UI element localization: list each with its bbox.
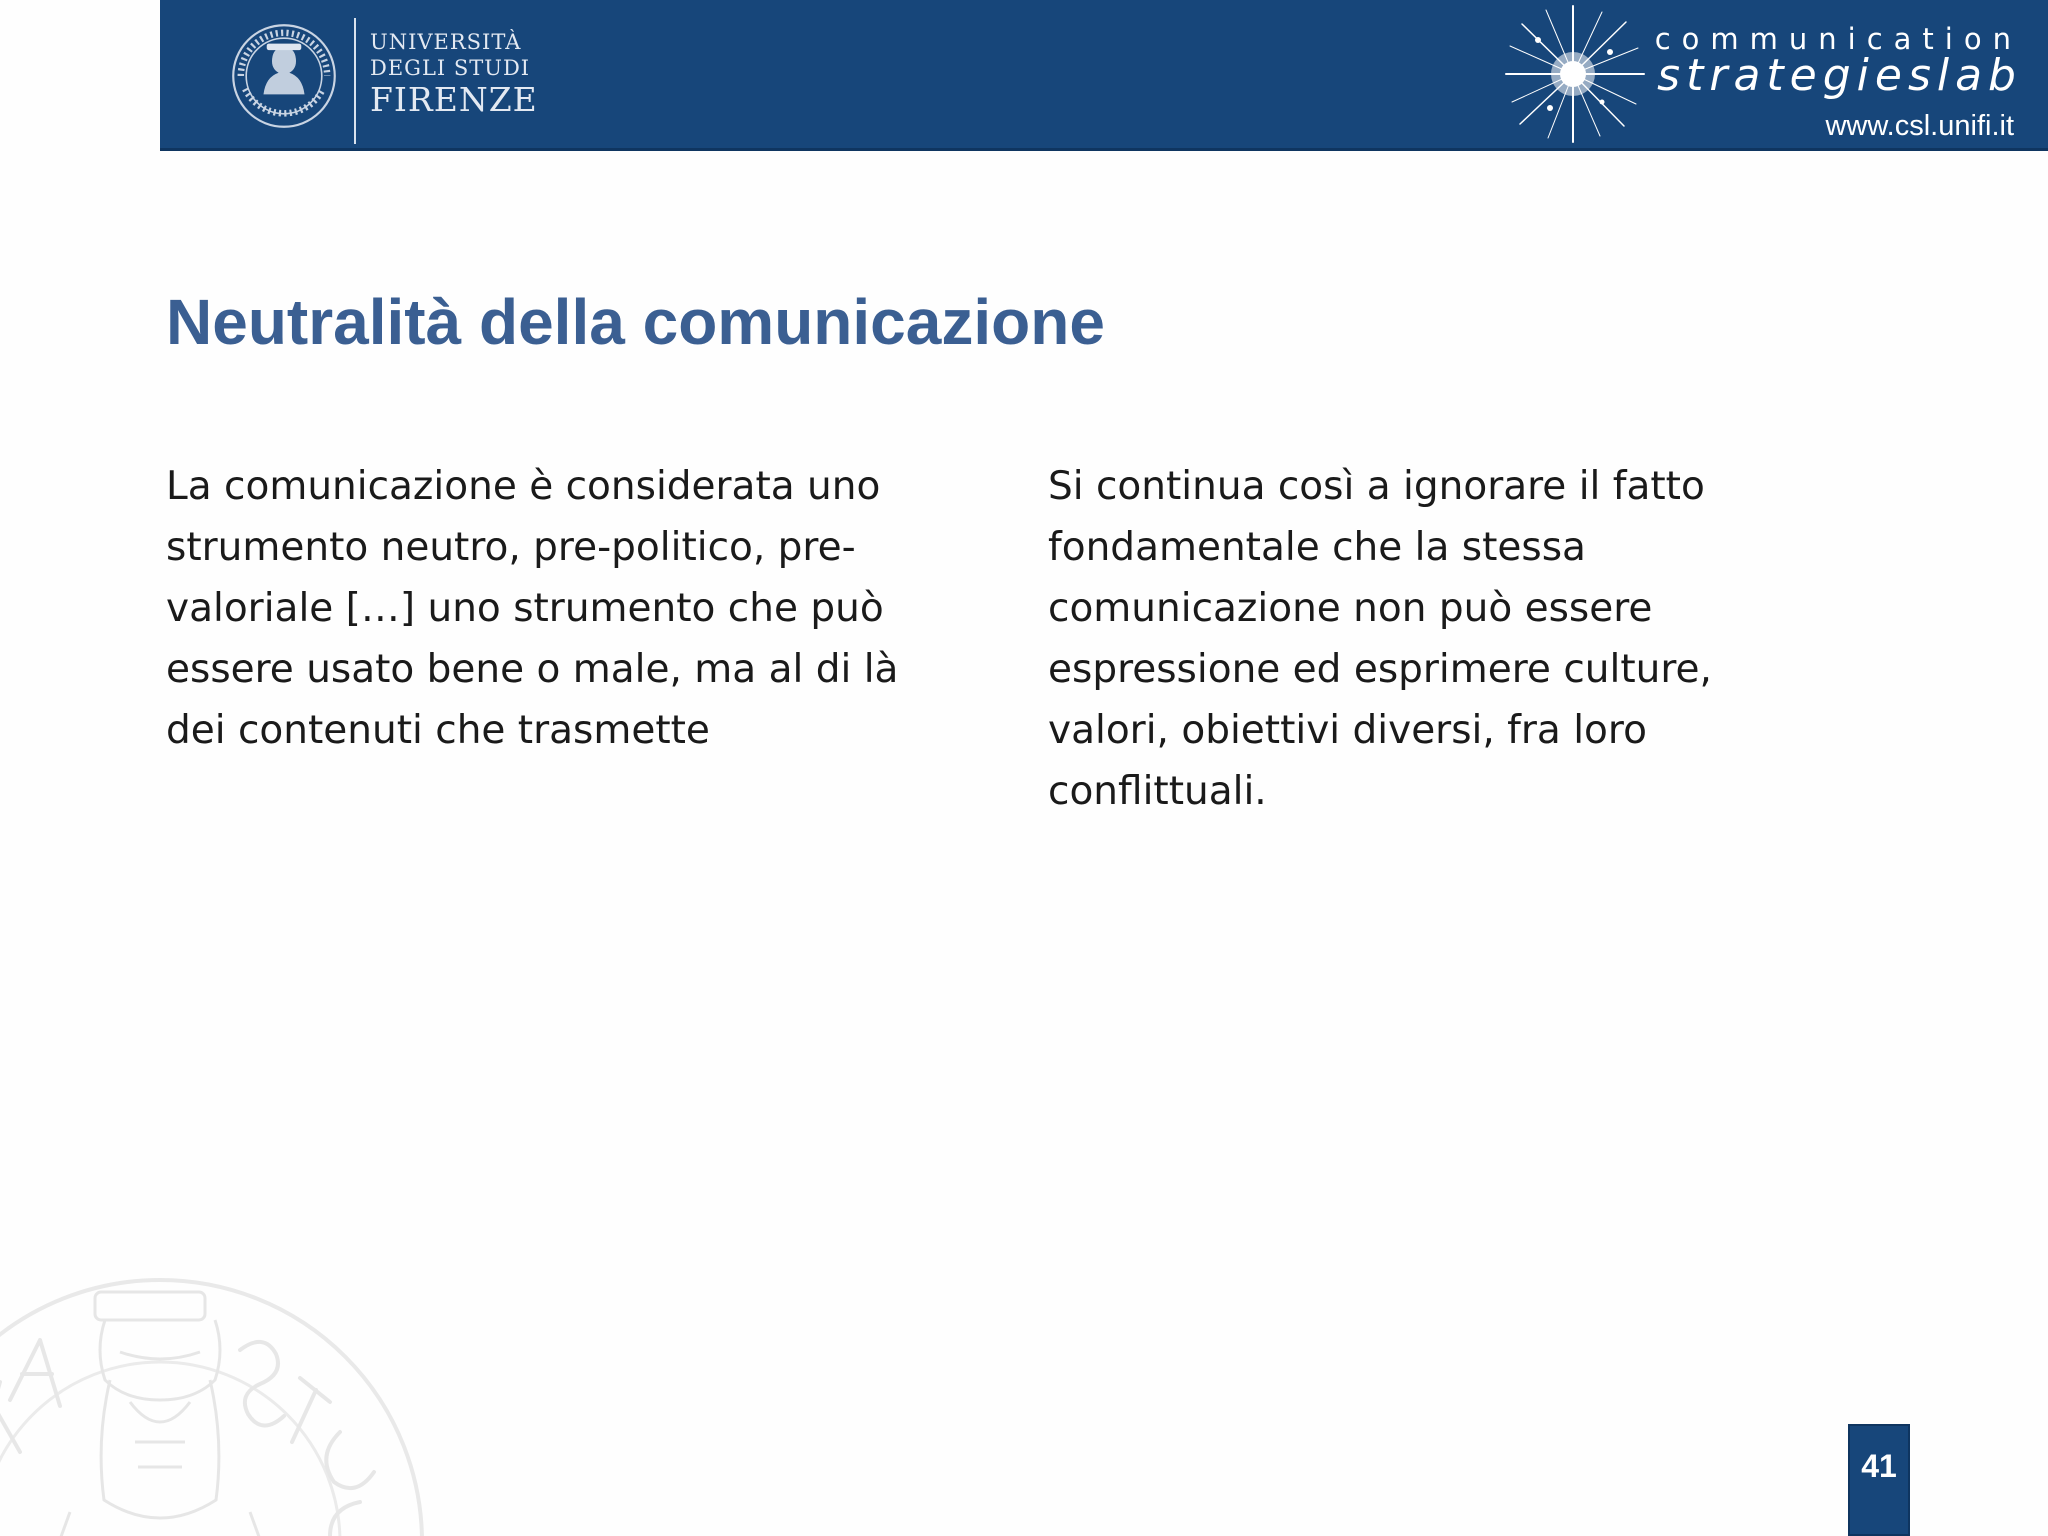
lab-name-line1: communication <box>1654 22 2022 56</box>
lab-name-line2: strategieslab <box>1657 50 2022 101</box>
starburst-icon <box>1498 0 1648 148</box>
university-name <box>370 30 538 119</box>
right-column-text: Si continua così a ignorare il fatto fondamentale che la stessa comunicazione non può essere espressione ed esprimere culture, valori, obiettivi diversi, fra loro conflittuali. <box>1048 464 1712 814</box>
university-name-line2: DEGLI STUDI <box>370 56 531 80</box>
page-number: 41 <box>1848 1424 1910 1536</box>
lab-logo <box>1488 0 2048 148</box>
university-logo <box>196 10 656 138</box>
university-name-line3: FIRENZE <box>370 80 538 119</box>
university-seal-icon <box>230 22 338 130</box>
university-name-line1: UNIVERSITÀ <box>370 30 522 54</box>
left-column-text: La comunicazione è considerata uno strumento neutro, pre-politico, pre-valoriale […] uno strumento che può essere usato bene o male, ma al di là dei contenuti che trasmette <box>166 464 899 753</box>
watermark-seal-icon <box>0 1262 440 1536</box>
header-banner <box>160 0 2048 151</box>
lab-url: www.csl.unifi.it <box>1825 110 2014 142</box>
slide-title: Neutralità della comunicazione <box>166 286 1105 358</box>
logo-divider <box>354 18 356 144</box>
